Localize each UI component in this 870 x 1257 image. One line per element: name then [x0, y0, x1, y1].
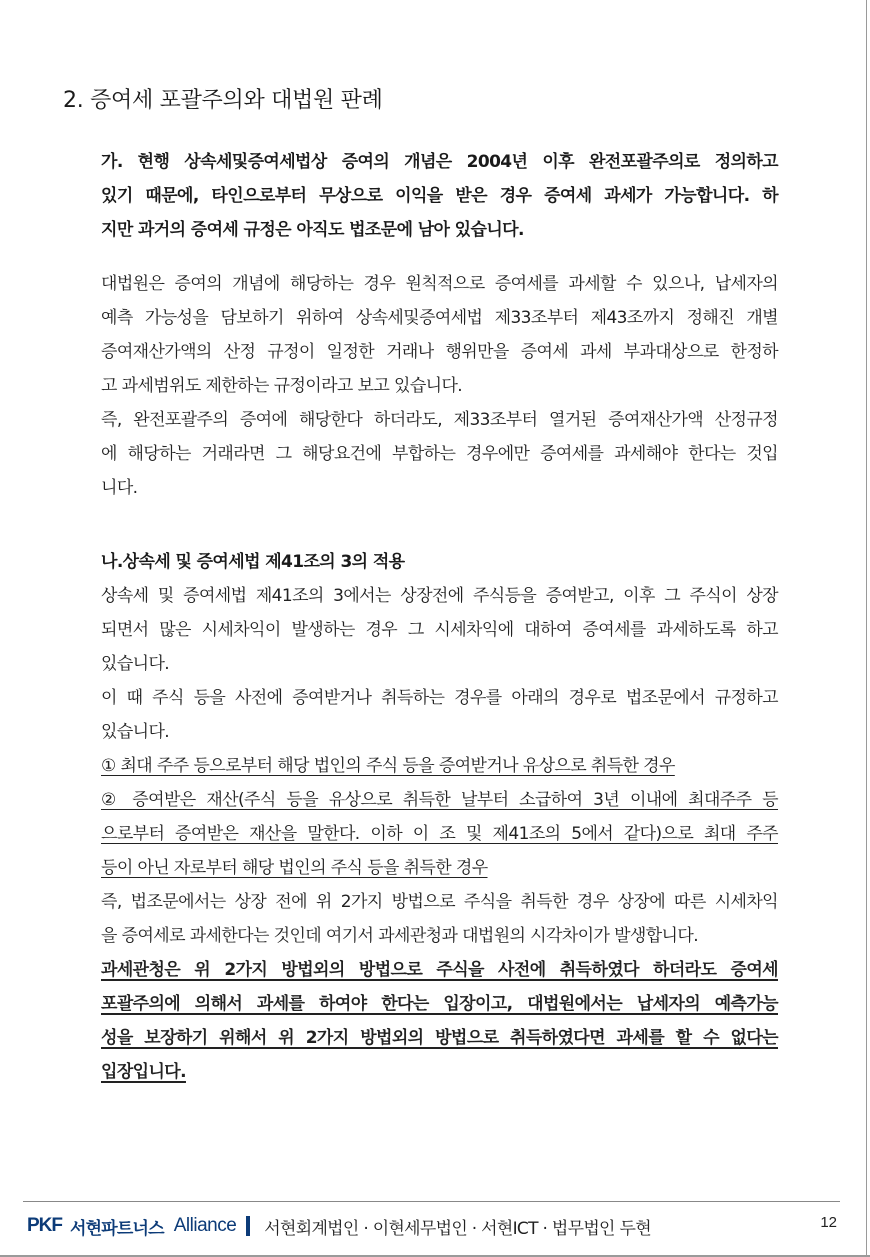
alliance-label: Alliance [173, 1215, 237, 1236]
case-2-line-last [101, 851, 778, 885]
page-border-right [866, 0, 867, 1257]
conclusion-line: 과세관청은 위 2가지 방법외의 방법으로 주식을 사전에 취득하였다 하더라도 증여세 [101, 960, 778, 980]
paragraph-line: 즉, 완전포괄주의 증여에 해당한다 하더라도, 제33조부터 열거된 증여재산가액 산정규정 [101, 410, 778, 430]
case-2-text: 등이 아닌 자로부터 해당 법인의 주식 등을 취득한 경우 [101, 858, 488, 878]
paragraph-line: 즉, 법조문에서는 상장 전에 위 2가지 방법으로 주식을 취득한 경우 상장에 따른 시세차익 [101, 892, 778, 912]
partner-firms: 서현회계법인 · 이현세무법인 · 서현ICT · 법무법인 두현 [264, 1218, 651, 1239]
paragraph-line: 되면서 많은 시세차익이 발생하는 경우 그 시세차익에 대하여 증여세를 과세하도록 하고 [101, 620, 778, 640]
paragraph-line: 에 해당하는 거래라면 그 해당요건에 부합하는 경우에만 증여세를 과세해야 한다는 것입 [101, 444, 778, 464]
case-1 [101, 749, 778, 783]
paragraph-line: 예측 가능성을 담보하기 위하여 상속세및증여세법 제33조부터 제43조까지 정해진 개별 [101, 308, 778, 328]
pkf-logo: PKF [27, 1215, 62, 1236]
section-title: 2. 증여세 포괄주의와 대법원 판례 [63, 88, 383, 113]
footer-separator [246, 1216, 250, 1236]
subsection-title: 나.상속세 및 증여세법 제41조의 3의 적용 [101, 552, 405, 572]
conclusion-line-last [101, 1055, 778, 1089]
conclusion-line: 포괄주의에 의해서 과세를 하여야 한다는 입장이고, 대법원에서는 납세자의 예측가능 [101, 994, 778, 1014]
paragraph-line: 있기 때문에, 타인으로부터 무상으로 이익을 받은 경우 증여세 과세가 가능합니다. 하 [101, 186, 778, 206]
paragraph-line: 가. 현행 상속세및증여세법상 증여의 개념은 2004년 이후 완전포괄주의로 정의하고 [101, 152, 778, 172]
paragraph-ga [101, 145, 778, 247]
paragraph-na [101, 545, 778, 1089]
firm-name: 서현파트너스 [70, 1218, 164, 1239]
paragraph-line: 있습니다. [101, 722, 170, 742]
case-2-line: ② 증여받은 재산(주식 등을 유상으로 취득한 날부터 소급하여 3년 이내에 최대주주 등 [101, 790, 778, 810]
case-1-text: ① 최대 주주 등으로부터 해당 법인의 주식 등을 증여받거나 유상으로 취득한 경우 [101, 756, 675, 776]
case-2-line: 으로부터 증여받은 재산을 말한다. 이하 이 조 및 제41조의 5에서 같다)으로 최대 주주 [101, 824, 778, 844]
paragraph-line: 증여재산가액의 산정 규정이 일정한 거래나 행위만을 증여세 과세 부과대상으로 한정하 [101, 342, 778, 362]
paragraph-line: 있습니다. [101, 654, 170, 674]
paragraph-line: 대법원은 증여의 개념에 해당하는 경우 원칙적으로 증여세를 과세할 수 있으나, 납세자의 [101, 274, 778, 294]
paragraph-line: 이 때 주식 등을 사전에 증여받거나 취득하는 경우를 아래의 경우로 법조문에서 규정하고 [101, 688, 778, 708]
paragraph-line: 고 과세범위도 제한하는 규정이라고 보고 있습니다. [101, 376, 463, 396]
footer [27, 1212, 837, 1240]
paragraph-line: 상속세 및 증여세법 제41조의 3에서는 상장전에 주식등을 증여받고, 이후 그 주식이 상장 [101, 586, 778, 606]
paragraph-line: 지만 과거의 증여세 규정은 아직도 법조문에 남아 있습니다. [101, 220, 524, 240]
footer-divider [23, 1201, 840, 1202]
paragraph-court [101, 267, 778, 505]
paragraph-line: 을 증여세로 과세한다는 것인데 여기서 과세관청과 대법원의 시각차이가 발생합니다. [101, 926, 699, 946]
paragraph-line: 니다. [101, 478, 138, 498]
conclusion-line: 성을 보장하기 위해서 위 2가지 방법외의 방법으로 취득하였다면 과세를 할 수 없다는 [101, 1028, 778, 1048]
conclusion-text: 입장입니다. [101, 1062, 186, 1082]
page-number: 12 [820, 1214, 837, 1231]
